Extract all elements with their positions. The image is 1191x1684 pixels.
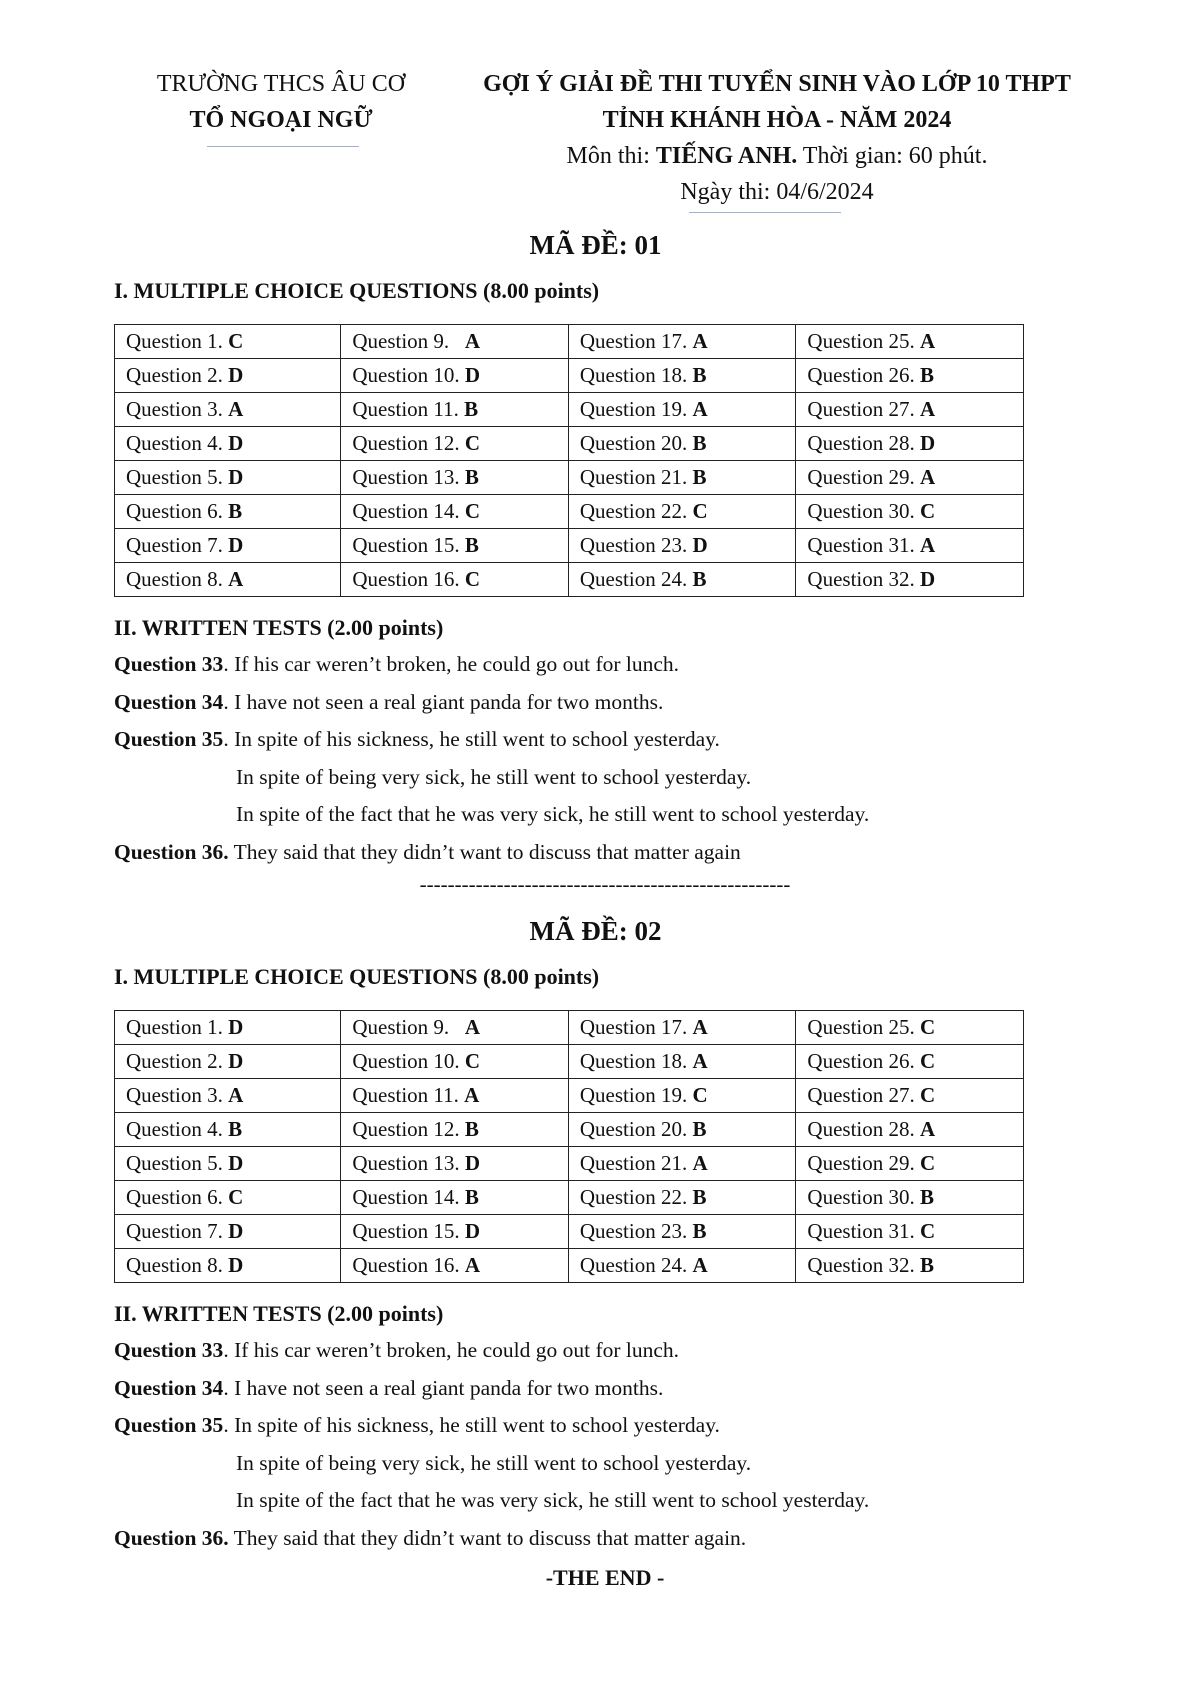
question-number: Question 30.: [807, 499, 920, 523]
answer-cell: [341, 359, 569, 393]
question-number: Question 31.: [807, 1219, 920, 1243]
question-label: Question 35: [114, 1413, 224, 1437]
answer-letter: A: [464, 1015, 481, 1039]
question-label: Question 33: [114, 652, 224, 676]
answer-cell: [341, 393, 569, 427]
answer-cell: [115, 393, 341, 427]
code-title-01: MÃ ĐỀ: 01: [529, 230, 662, 260]
written-question-33: [114, 652, 679, 677]
question-number: Question 13.: [352, 1151, 465, 1175]
answer-cell: [796, 325, 1024, 359]
question-answer: . I have not seen a real giant panda for two months.: [223, 690, 664, 714]
answer-cell: [568, 1147, 796, 1181]
answer-cell: [568, 359, 796, 393]
question-number: Question 10.: [352, 1049, 465, 1073]
question-number: Question 16.: [352, 1253, 465, 1277]
answer-letter: A: [464, 329, 481, 353]
answer-letter: A: [692, 329, 708, 353]
question-number: Question 19.: [579, 397, 693, 421]
answer-letter: D: [228, 431, 244, 455]
code-title-02: MÃ ĐỀ: 02: [529, 916, 662, 946]
question-answer: . I have not seen a real giant panda for two months.: [223, 1376, 664, 1400]
answer-letter: C: [920, 1219, 936, 1243]
question-number: Question 23.: [579, 533, 693, 557]
answer-letter: D: [228, 363, 244, 387]
question-number: Question 3.: [126, 1083, 229, 1107]
written-question-34: [114, 690, 663, 715]
answer-letter: C: [920, 1015, 936, 1039]
answer-letter: B: [692, 1185, 707, 1209]
question-35-alternative-2: In spite of the fact that he was very sick, he still went to school yesterday.: [236, 802, 870, 826]
question-number: Question 26.: [807, 1049, 920, 1073]
answer-cell: [341, 325, 569, 359]
question-35-alternative-1: In spite of being very sick, he still went to school yesterday.: [236, 1451, 752, 1475]
answer-letter: D: [920, 431, 936, 455]
answer-cell: [796, 1147, 1024, 1181]
answer-cell: [568, 427, 796, 461]
answer-cell: [796, 461, 1024, 495]
subject-line: [450, 138, 1104, 174]
answer-letter: D: [464, 363, 481, 387]
answer-cell: [568, 1181, 796, 1215]
question-number: Question 20.: [579, 1117, 693, 1141]
answer-letter: D: [228, 1151, 244, 1175]
question-number: Question 20.: [579, 431, 693, 455]
written-section-title-01: II. WRITTEN TESTS (2.00 points): [114, 615, 444, 640]
question-number: Question 12.: [352, 431, 465, 455]
answer-letter: B: [228, 1117, 243, 1141]
answer-cell: [341, 1249, 569, 1283]
written-question-34: [114, 1376, 663, 1401]
answer-letter: A: [692, 1151, 708, 1175]
question-number: Question 6.: [126, 1185, 229, 1209]
question-label: Question 34: [114, 690, 224, 714]
answer-letter: D: [464, 1151, 481, 1175]
answer-letter: C: [692, 499, 708, 523]
answer-letter: D: [228, 1253, 244, 1277]
question-number: Question 15.: [352, 533, 465, 557]
exam-time: Thời gian: 60 phút.: [797, 143, 988, 169]
table-row: [115, 427, 1024, 461]
the-end: -THE END -: [545, 1565, 665, 1590]
table-row: [115, 359, 1024, 393]
written-section-title-02: II. WRITTEN TESTS (2.00 points): [114, 1301, 444, 1326]
answer-letter: A: [920, 329, 936, 353]
answer-cell: [796, 1045, 1024, 1079]
answer-table-01: [114, 324, 1024, 597]
question-number: Question 8.: [126, 567, 229, 591]
answer-letter: D: [228, 1219, 244, 1243]
answer-letter: C: [920, 1151, 936, 1175]
table-row: [115, 325, 1024, 359]
answer-letter: B: [464, 1117, 479, 1141]
answer-table-02: [114, 1010, 1024, 1283]
question-number: Question 11.: [352, 397, 465, 421]
question-number: Question 25.: [807, 329, 920, 353]
answer-cell: [115, 359, 341, 393]
exam-date: Ngày thi: 04/6/2024: [680, 179, 874, 205]
question-number: Question 29.: [807, 1151, 920, 1175]
mc-section-title-02: I. MULTIPLE CHOICE QUESTIONS (8.00 points): [114, 964, 600, 989]
question-number: Question 15.: [352, 1219, 465, 1243]
answer-letter: A: [920, 465, 936, 489]
answer-cell: [341, 1215, 569, 1249]
answer-cell: [115, 495, 341, 529]
table-row: [115, 1181, 1024, 1215]
question-number: Question 19.: [579, 1083, 693, 1107]
answer-cell: [341, 427, 569, 461]
answer-letter: A: [692, 1253, 708, 1277]
question-answer: . In spite of his sickness, he still went to school yesterday.: [223, 1413, 720, 1437]
question-label: Question 34: [114, 1376, 224, 1400]
question-number: Question 27.: [807, 397, 920, 421]
answer-letter: C: [920, 499, 936, 523]
answer-cell: [568, 393, 796, 427]
question-number: Question 3.: [126, 397, 229, 421]
answer-cell: [115, 1147, 341, 1181]
answer-letter: B: [692, 363, 707, 387]
answer-cell: [796, 1215, 1024, 1249]
answer-cell: [341, 1147, 569, 1181]
question-answer: They said that they didn’t want to discuss that matter again: [228, 840, 741, 864]
answer-cell: [341, 1011, 569, 1045]
answer-letter: B: [692, 567, 707, 591]
answer-cell: [115, 1113, 341, 1147]
question-number: Question 17.: [579, 1015, 693, 1039]
answer-cell: [796, 1011, 1024, 1045]
answer-letter: D: [920, 567, 936, 591]
question-number: Question 4.: [126, 1117, 229, 1141]
answer-letter: B: [920, 1185, 935, 1209]
written-question-36: [114, 840, 741, 865]
answer-letter: D: [228, 533, 244, 557]
answer-letter: C: [464, 1049, 481, 1073]
answer-letter: B: [692, 1219, 707, 1243]
answer-letter: A: [228, 397, 244, 421]
answer-letter: B: [464, 397, 479, 421]
table-row: [115, 1249, 1024, 1283]
answer-letter: C: [228, 329, 244, 353]
answer-cell: [568, 1045, 796, 1079]
answer-letter: B: [692, 465, 707, 489]
question-number: Question 17.: [579, 329, 693, 353]
table-row: [115, 461, 1024, 495]
question-number: Question 5.: [126, 465, 229, 489]
answer-letter: A: [920, 397, 936, 421]
question-number: Question 9.: [352, 329, 465, 353]
question-number: Question 32.: [807, 1253, 920, 1277]
question-number: Question 18.: [579, 1049, 693, 1073]
answer-cell: [115, 427, 341, 461]
answer-letter: A: [692, 1049, 708, 1073]
exam-title-line1: GỢI Ý GIẢI ĐỀ THI TUYỂN SINH VÀO LỚP 10 THPT: [483, 71, 1071, 97]
table-row: [115, 1113, 1024, 1147]
answer-letter: A: [228, 567, 244, 591]
question-label: Question 35: [114, 727, 224, 751]
question-number: Question 23.: [579, 1219, 693, 1243]
exam-header: [450, 66, 1104, 210]
answer-cell: [115, 325, 341, 359]
question-number: Question 18.: [579, 363, 693, 387]
answer-cell: [341, 563, 569, 597]
answer-cell: [796, 1079, 1024, 1113]
question-number: Question 12.: [352, 1117, 465, 1141]
answer-cell: [115, 1181, 341, 1215]
answer-cell: [341, 461, 569, 495]
answer-cell: [796, 427, 1024, 461]
table-row: [115, 1079, 1024, 1113]
answer-cell: [341, 1113, 569, 1147]
answer-cell: [568, 325, 796, 359]
answer-letter: D: [228, 465, 244, 489]
answer-cell: [115, 1011, 341, 1045]
question-number: Question 7.: [126, 533, 229, 557]
answer-cell: [568, 1079, 796, 1113]
table-row: [115, 529, 1024, 563]
answer-cell: [341, 529, 569, 563]
answer-cell: [796, 393, 1024, 427]
answer-letter: C: [692, 1083, 708, 1107]
answer-letter: C: [464, 567, 481, 591]
question-number: Question 13.: [352, 465, 465, 489]
question-number: Question 1.: [126, 329, 229, 353]
question-35-alternative-1: In spite of being very sick, he still went to school yesterday.: [236, 765, 752, 789]
question-number: Question 27.: [807, 1083, 920, 1107]
answer-letter: C: [920, 1083, 936, 1107]
question-number: Question 28.: [807, 1117, 920, 1141]
answer-letter: A: [920, 1117, 936, 1141]
answer-cell: [568, 563, 796, 597]
answer-cell: [115, 1249, 341, 1283]
school-header: [128, 66, 434, 138]
header-left-rule: [207, 146, 359, 147]
answer-cell: [115, 1215, 341, 1249]
written-question-35: [114, 1413, 720, 1438]
question-number: Question 1.: [126, 1015, 229, 1039]
answer-cell: [796, 563, 1024, 597]
answer-letter: D: [228, 1015, 244, 1039]
answer-cell: [341, 1181, 569, 1215]
section-separator: -----------------------------------------------------: [419, 872, 791, 896]
answer-cell: [568, 495, 796, 529]
question-number: Question 8.: [126, 1253, 229, 1277]
question-number: Question 25.: [807, 1015, 920, 1039]
answer-letter: C: [228, 1185, 244, 1209]
question-number: Question 6.: [126, 499, 229, 523]
answer-cell: [568, 1011, 796, 1045]
answer-cell: [568, 1113, 796, 1147]
table-row: [115, 393, 1024, 427]
answer-letter: D: [692, 533, 708, 557]
answer-letter: B: [920, 1253, 935, 1277]
answer-letter: A: [692, 1015, 708, 1039]
question-number: Question 24.: [579, 567, 693, 591]
question-number: Question 29.: [807, 465, 920, 489]
question-number: Question 4.: [126, 431, 229, 455]
question-number: Question 22.: [579, 1185, 693, 1209]
question-answer: . If his car weren’t broken, he could go out for lunch.: [223, 1338, 680, 1362]
answer-cell: [341, 1045, 569, 1079]
question-label: Question 36.: [114, 1526, 229, 1550]
answer-letter: B: [692, 1117, 707, 1141]
subject-prefix: Môn thi:: [566, 143, 656, 169]
answer-letter: A: [920, 533, 936, 557]
table-row: [115, 1215, 1024, 1249]
answer-cell: [568, 1249, 796, 1283]
answer-cell: [115, 461, 341, 495]
answer-cell: [796, 1181, 1024, 1215]
answer-letter: A: [464, 1083, 480, 1107]
answer-letter: B: [464, 1185, 479, 1209]
question-number: Question 21.: [579, 465, 693, 489]
table-row: [115, 563, 1024, 597]
answer-letter: B: [920, 363, 935, 387]
answer-cell: [796, 495, 1024, 529]
question-number: Question 28.: [807, 431, 920, 455]
answer-cell: [341, 495, 569, 529]
question-answer: . If his car weren’t broken, he could go out for lunch.: [223, 652, 680, 676]
question-number: Question 21.: [579, 1151, 693, 1175]
answer-letter: C: [920, 1049, 936, 1073]
answer-cell: [341, 1079, 569, 1113]
answer-cell: [796, 1113, 1024, 1147]
question-answer: . In spite of his sickness, he still went to school yesterday.: [223, 727, 720, 751]
question-label: Question 36.: [114, 840, 229, 864]
header-right-rule: [689, 212, 841, 213]
question-number: Question 2.: [126, 363, 229, 387]
answer-cell: [796, 359, 1024, 393]
department-name: TỔ NGOẠI NGỮ: [189, 107, 373, 133]
answer-letter: C: [464, 431, 481, 455]
answer-letter: C: [464, 499, 481, 523]
table-row: [115, 1011, 1024, 1045]
question-number: Question 16.: [352, 567, 465, 591]
question-number: Question 26.: [807, 363, 920, 387]
question-number: Question 2.: [126, 1049, 229, 1073]
question-35-alternative-2: In spite of the fact that he was very sick, he still went to school yesterday.: [236, 1488, 870, 1512]
answer-cell: [115, 563, 341, 597]
question-number: Question 22.: [579, 499, 693, 523]
question-number: Question 11.: [352, 1083, 465, 1107]
answer-cell: [115, 1079, 341, 1113]
answer-cell: [796, 1249, 1024, 1283]
table-row: [115, 495, 1024, 529]
written-question-33: [114, 1338, 679, 1363]
question-number: Question 5.: [126, 1151, 229, 1175]
answer-letter: B: [692, 431, 707, 455]
question-number: Question 10.: [352, 363, 465, 387]
answer-letter: D: [464, 1219, 481, 1243]
question-number: Question 14.: [352, 499, 465, 523]
answer-letter: A: [692, 397, 708, 421]
answer-letter: A: [464, 1253, 481, 1277]
exam-title-line2: TỈNH KHÁNH HÒA - NĂM 2024: [602, 107, 952, 133]
table-row: [115, 1147, 1024, 1181]
written-question-36: [114, 1526, 746, 1551]
question-answer: They said that they didn’t want to discuss that matter again.: [228, 1526, 747, 1550]
table-row: [115, 1045, 1024, 1079]
subject-name: TIẾNG ANH.: [655, 143, 798, 169]
question-number: Question 31.: [807, 533, 920, 557]
question-number: Question 9.: [352, 1015, 465, 1039]
answer-cell: [796, 529, 1024, 563]
question-number: Question 14.: [352, 1185, 465, 1209]
answer-letter: D: [228, 1049, 244, 1073]
answer-letter: B: [464, 465, 479, 489]
answer-cell: [115, 529, 341, 563]
answer-cell: [568, 529, 796, 563]
written-question-35: [114, 727, 720, 752]
question-number: Question 24.: [579, 1253, 693, 1277]
mc-section-title-01: I. MULTIPLE CHOICE QUESTIONS (8.00 points): [114, 278, 600, 303]
answer-letter: B: [228, 499, 243, 523]
answer-cell: [568, 1215, 796, 1249]
school-name: TRƯỜNG THCS ÂU CƠ: [156, 71, 406, 97]
answer-cell: [115, 1045, 341, 1079]
question-number: Question 30.: [807, 1185, 920, 1209]
question-label: Question 33: [114, 1338, 224, 1362]
answer-letter: B: [464, 533, 479, 557]
answer-letter: A: [228, 1083, 244, 1107]
question-number: Question 7.: [126, 1219, 229, 1243]
question-number: Question 32.: [807, 567, 920, 591]
answer-cell: [568, 461, 796, 495]
